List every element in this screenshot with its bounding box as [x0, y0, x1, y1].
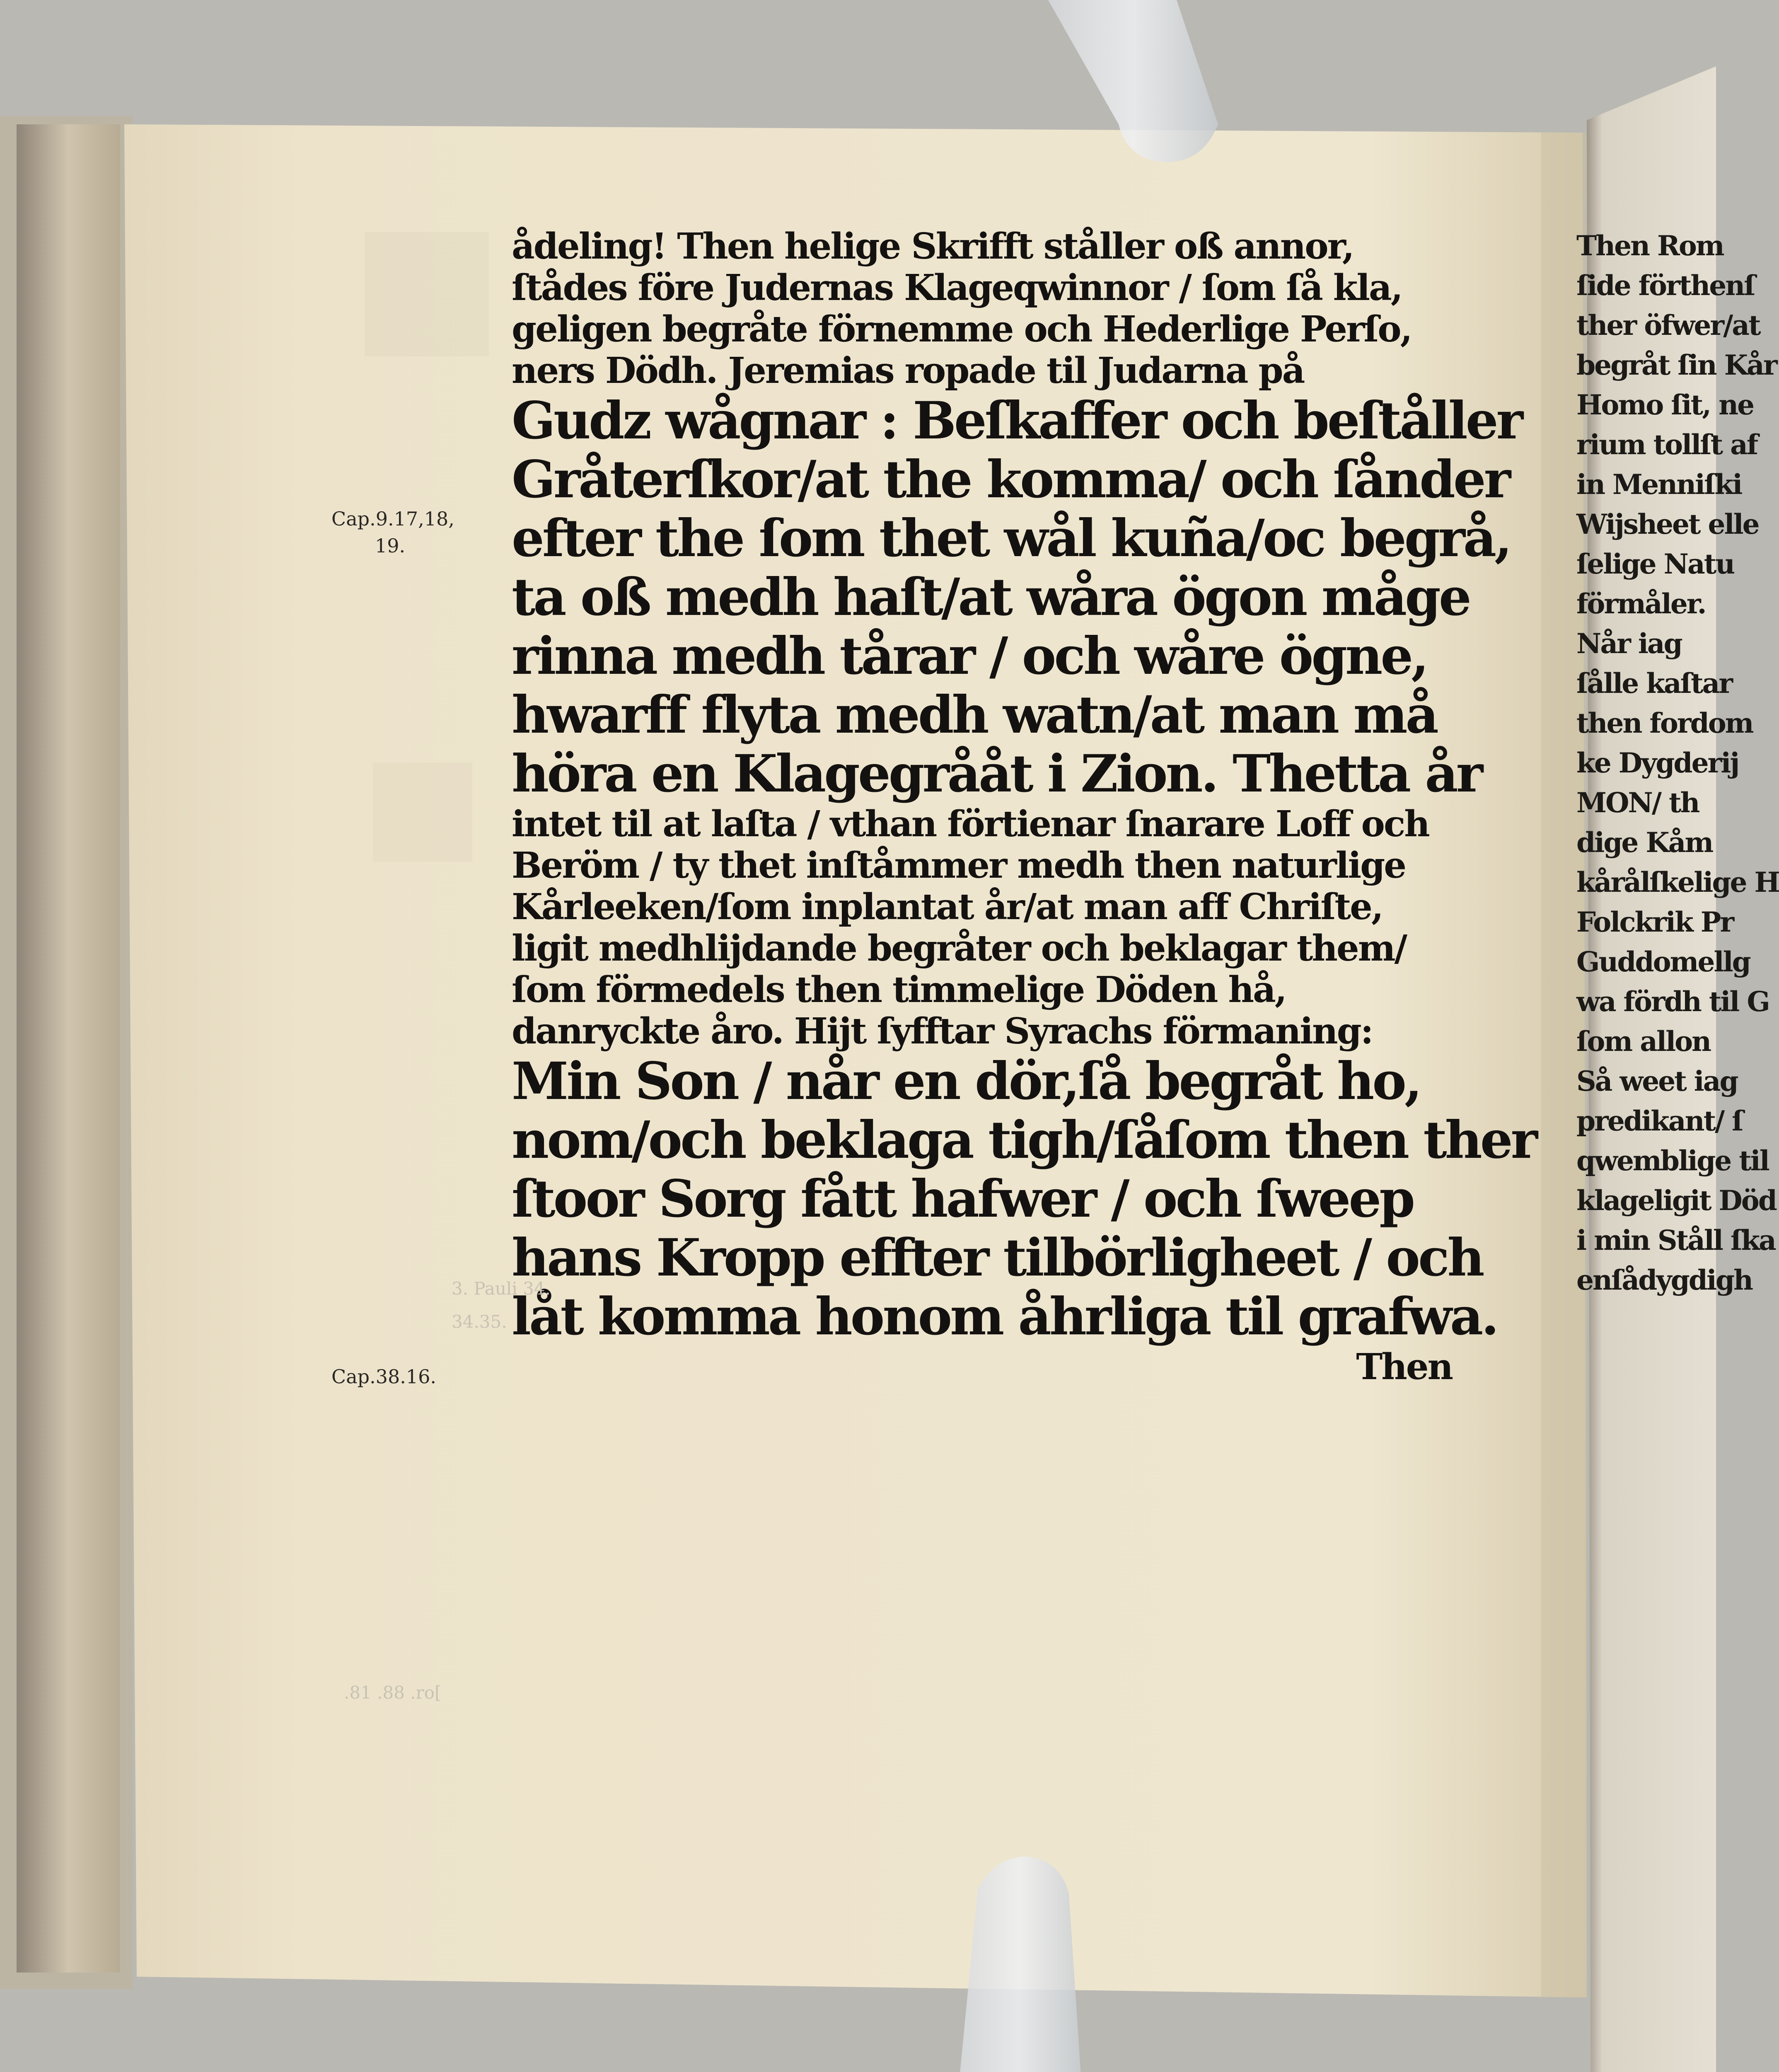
text-line: Gudz wågnar : Beſkaffer och beſtåller — [512, 391, 1521, 451]
margin-note: 19. — [375, 535, 406, 557]
text-line: Then Rom — [1576, 230, 1723, 262]
text-line: Beröm / ty thet inſtåmmer medh then naturlige — [512, 845, 1405, 886]
text-line: intet til at laſta / vthan förtienar ſnarare Loff och — [512, 803, 1429, 845]
text-line: rium tollſt af — [1576, 428, 1757, 461]
text-line: ners Dödh. Jeremias ropade til Judarna på — [512, 350, 1304, 392]
bleed-through-text: .81 .88 .ro[ — [344, 1682, 442, 1703]
text-line: Gråterſkor/at the komma/ och ſånder — [512, 450, 1509, 510]
text-line: förmåler. — [1576, 588, 1706, 620]
text-line: dige Kåm — [1576, 826, 1713, 859]
text-line: Når iag — [1576, 627, 1682, 660]
margin-note: Cap.9.17,18, — [331, 508, 454, 530]
text-line: ſide förthenſ — [1576, 269, 1755, 302]
text-line: klageligit Död — [1576, 1184, 1776, 1217]
text-line: ſtådes före Judernas Klageqwinnor / ſom ſå kla, — [512, 267, 1402, 309]
text-line: Homo ſit, ne — [1576, 389, 1754, 421]
text-line: nom/och beklaga tigh/ſåſom then ther — [512, 1110, 1536, 1170]
bleed-through-text: 3. Pauli 34. — [452, 1278, 551, 1299]
bleed-through-text: 34.35. — [452, 1312, 507, 1332]
text-line: Min Son / når en dör,ſå begråt ho, — [512, 1051, 1421, 1111]
text-line: Så weet iag — [1576, 1065, 1738, 1097]
text-line: kårålſkelige H — [1576, 866, 1779, 898]
right-page-text — [1576, 226, 1779, 1300]
text-line: wa fördh til G — [1576, 985, 1769, 1018]
text-line: Guddomellg — [1576, 946, 1750, 978]
text-line: ke Dygderij — [1576, 747, 1739, 779]
text-line: ſålle kaſtar — [1576, 667, 1732, 700]
text-line: in Menniſki — [1576, 468, 1742, 501]
text-line: låt komma honom åhrliga til grafwa. — [512, 1287, 1497, 1347]
text-line: Folckrik Pr — [1576, 906, 1733, 938]
text-line: predikant/ ſ — [1576, 1105, 1743, 1137]
text-line: ligit medhlijdande begråter och beklagar them/ — [512, 927, 1407, 969]
text-line: rinna medh tårar / och wåre ögne, — [512, 626, 1427, 686]
margin-note: Cap.38.16. — [331, 1365, 436, 1388]
text-line: ta oß medh haſt/at wåra ögon måge — [512, 567, 1470, 627]
text-line: i min Ståll ſka — [1576, 1224, 1775, 1256]
text-line: hans Kropp effter tilbörligheet / och — [512, 1228, 1483, 1288]
text-line: höra en Klagegrååt i Zion. Thetta år — [512, 744, 1482, 804]
text-line: ſom förmedels then timmelige Döden hå, — [512, 969, 1286, 1011]
text-line: efter the ſom thet wål kuña/oc begrå, — [512, 508, 1511, 569]
text-line: ſtoor Sorg fått hafwer / och ſweep — [512, 1169, 1413, 1229]
text-line: geligen begråte förnemme och Hederlige Perſo, — [512, 308, 1412, 350]
text-line: danryckte åro. Hijt ſyfftar Syrachs förmaning: — [512, 1010, 1373, 1052]
text-line: Wijsheet elle — [1576, 508, 1759, 540]
text-line: ſom allon — [1576, 1025, 1711, 1058]
text-line: begråt ſin Kår — [1576, 349, 1777, 381]
text-line: ådeling! Then helige Skrifft ståller oß annor, — [512, 225, 1354, 267]
text-line: enſådygdigh — [1576, 1264, 1752, 1296]
page-body-text — [512, 225, 1536, 1388]
catchword: Then — [1356, 1346, 1452, 1388]
text-line: Kårleeken/ſom inplantat år/at man aff Chriſte, — [512, 886, 1383, 928]
text-line: qwemblige til — [1576, 1145, 1769, 1177]
text-line: MON/ th — [1576, 787, 1699, 819]
text-line: ther öfwer/at — [1576, 309, 1760, 341]
text-line: hwarff flyta medh watn/at man må — [512, 685, 1437, 745]
text-line: ſelige Natu — [1576, 548, 1734, 580]
text-line: then fordom — [1576, 707, 1753, 739]
